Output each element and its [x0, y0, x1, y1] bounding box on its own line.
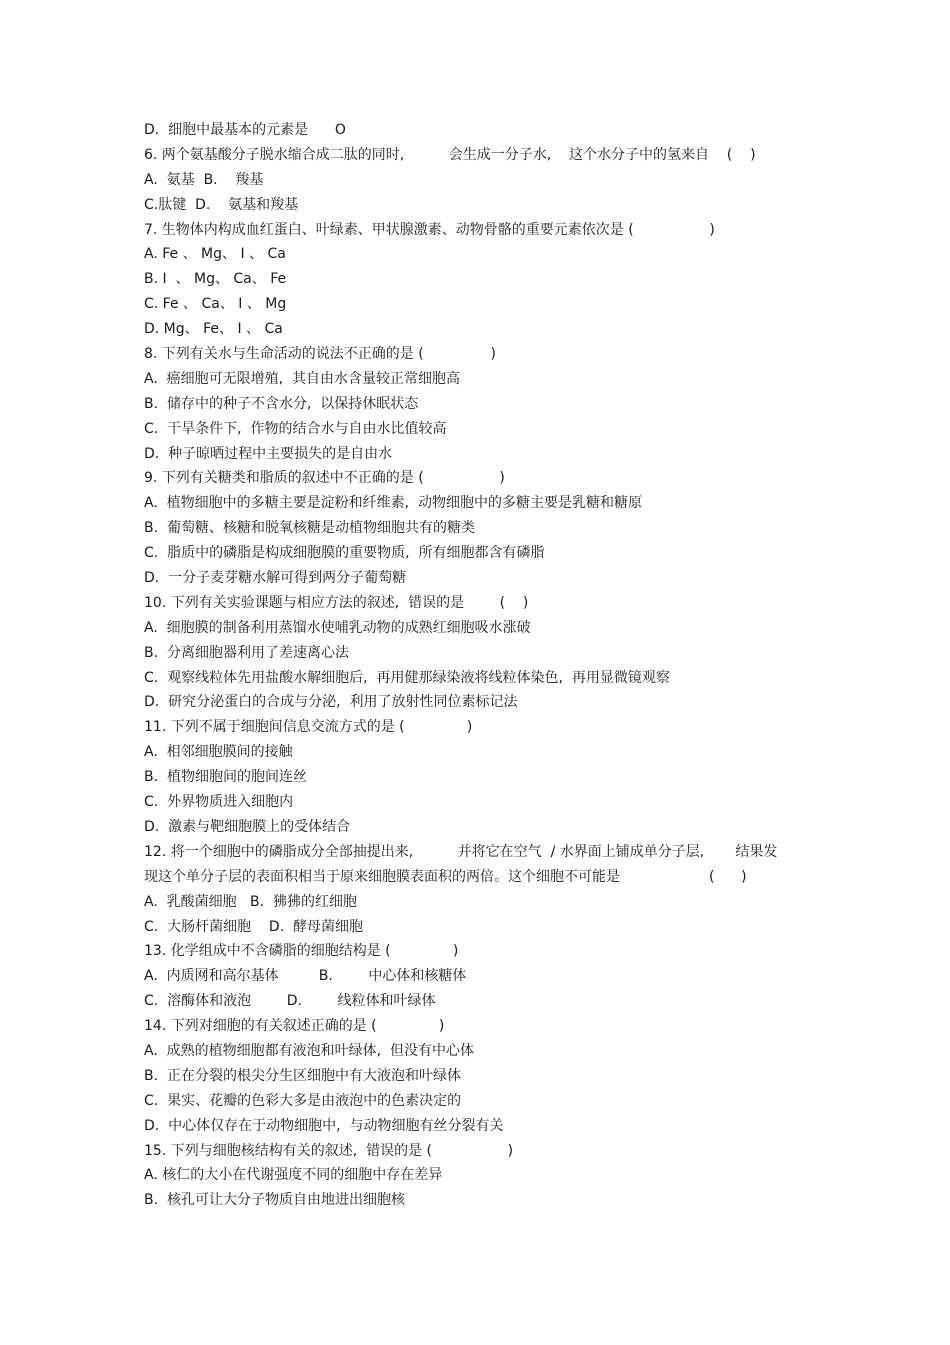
text-line: A. 植物细胞中的多糖主要是淀粉和纤维素, 动物细胞中的多糖主要是乳糖和糖原	[144, 495, 643, 512]
text-line: C. 果实、花瓣的色彩大多是由液泡中的色素决定的	[144, 1092, 462, 1109]
text-line: C. 观察线粒体先用盐酸水解细胞后, 再用健那绿染液将线粒体染色, 再用显微镜观察	[144, 669, 670, 686]
text-line: C. 溶酶体和液泡 D. 线粒体和叶绿体	[144, 993, 436, 1010]
text-line: B. 葡萄糖、核糖和脱氧核糖是动植物细胞共有的糖类	[144, 520, 475, 537]
text-line: C. 脂质中的磷脂是构成细胞膜的重要物质, 所有细胞都含有磷脂	[144, 545, 545, 562]
text-line: D. 种子晾晒过程中主要损失的是自由水	[144, 445, 393, 462]
text-line: A. 细胞膜的制备利用蒸馏水使哺乳动物的成熟红细胞吸水涨破	[144, 619, 531, 636]
text-line: 15. 下列与细胞核结构有关的叙述, 错误的是 ( )	[144, 1142, 514, 1159]
text-line: A. 乳酸菌细胞 B. 狒狒的红细胞	[144, 893, 357, 910]
text-line: A. Fe 、 Mg、 I 、 Ca	[144, 246, 286, 263]
text-line: 9. 下列有关糖类和脂质的叙述中不正确的是 ( )	[144, 470, 505, 487]
text-line: 10. 下列有关实验课题与相应方法的叙述, 错误的是 ( )	[144, 594, 529, 611]
text-line: A. 内质网和高尔基体 B. 中心体和核糖体	[144, 968, 467, 985]
text-line: C. Fe 、 Ca、 I 、 Mg	[144, 296, 287, 313]
text-line: D. 中心体仅存在于动物细胞中, 与动物细胞有丝分裂有关	[144, 1117, 504, 1134]
text-line: B. I 、 Mg、 Ca、 Fe	[144, 271, 287, 288]
text-line: B. 核孔可让大分子物质自由地进出细胞核	[144, 1192, 405, 1209]
text-line: C.肽键 D. 氨基和羧基	[144, 196, 299, 213]
text-line: C. 干旱条件下, 作物的结合水与自由水比值较高	[144, 420, 447, 437]
text-line: 6. 两个氨基酸分子脱水缩合成二肽的同时, 会生成一分子水, 这个水分子中的氢来自 ( )	[144, 146, 756, 163]
text-line: 14. 下列对细胞的有关叙述正确的是 ( )	[144, 1018, 445, 1035]
text-line: 11. 下列不属于细胞间信息交流方式的是 ( )	[144, 719, 473, 736]
text-line: 现这个单分子层的表面积相当于原来细胞膜表面积的两倍。这个细胞不可能是 ( )	[144, 868, 747, 885]
text-line: B. 分离细胞器利用了差速离心法	[144, 644, 349, 661]
text-line: C. 大肠杆菌细胞 D. 酵母菌细胞	[144, 918, 364, 935]
text-line: D. 研究分泌蛋白的合成与分泌, 利用了放射性同位素标记法	[144, 694, 518, 711]
text-line: B. 植物细胞间的胞间连丝	[144, 769, 307, 786]
question-text-block	[144, 118, 824, 1213]
text-line: D. 激素与靶细胞膜上的受体结合	[144, 818, 351, 835]
text-line: 8. 下列有关水与生命活动的说法不正确的是 ( )	[144, 346, 496, 363]
text-line: D. 一分子麦芽糖水解可得到两分子葡萄糖	[144, 570, 407, 587]
text-line: A. 氨基 B. 羧基	[144, 171, 264, 188]
text-line: D. Mg、 Fe、 I 、 Ca	[144, 321, 283, 338]
text-line: A. 成熟的植物细胞都有液泡和叶绿体, 但没有中心体	[144, 1042, 475, 1059]
text-line: A. 核仁的大小在代谢强度不同的细胞中存在差异	[144, 1167, 443, 1184]
text-line: A. 相邻细胞膜间的接触	[144, 744, 293, 761]
text-line: A. 癌细胞可无限增殖, 其自由水含量较正常细胞高	[144, 370, 461, 387]
text-line: C. 外界物质进入细胞内	[144, 794, 294, 811]
text-line: 7. 生物体内构成血红蛋白、叶绿素、甲状腺激素、动物骨骼的重要元素依次是 ( )	[144, 221, 715, 238]
text-line: 13. 化学组成中不含磷脂的细胞结构是 ( )	[144, 943, 459, 960]
text-line: 12. 将一个细胞中的磷脂成分全部抽提出来, 并将它在空气 / 水界面上铺成单分子层, 结果发	[144, 843, 778, 860]
text-line: B. 储存中的种子不含水分, 以保持休眠状态	[144, 395, 419, 412]
text-line: B. 正在分裂的根尖分生区细胞中有大液泡和叶绿体	[144, 1067, 461, 1084]
text-line: D. 细胞中最基本的元素是 O	[144, 122, 346, 138]
